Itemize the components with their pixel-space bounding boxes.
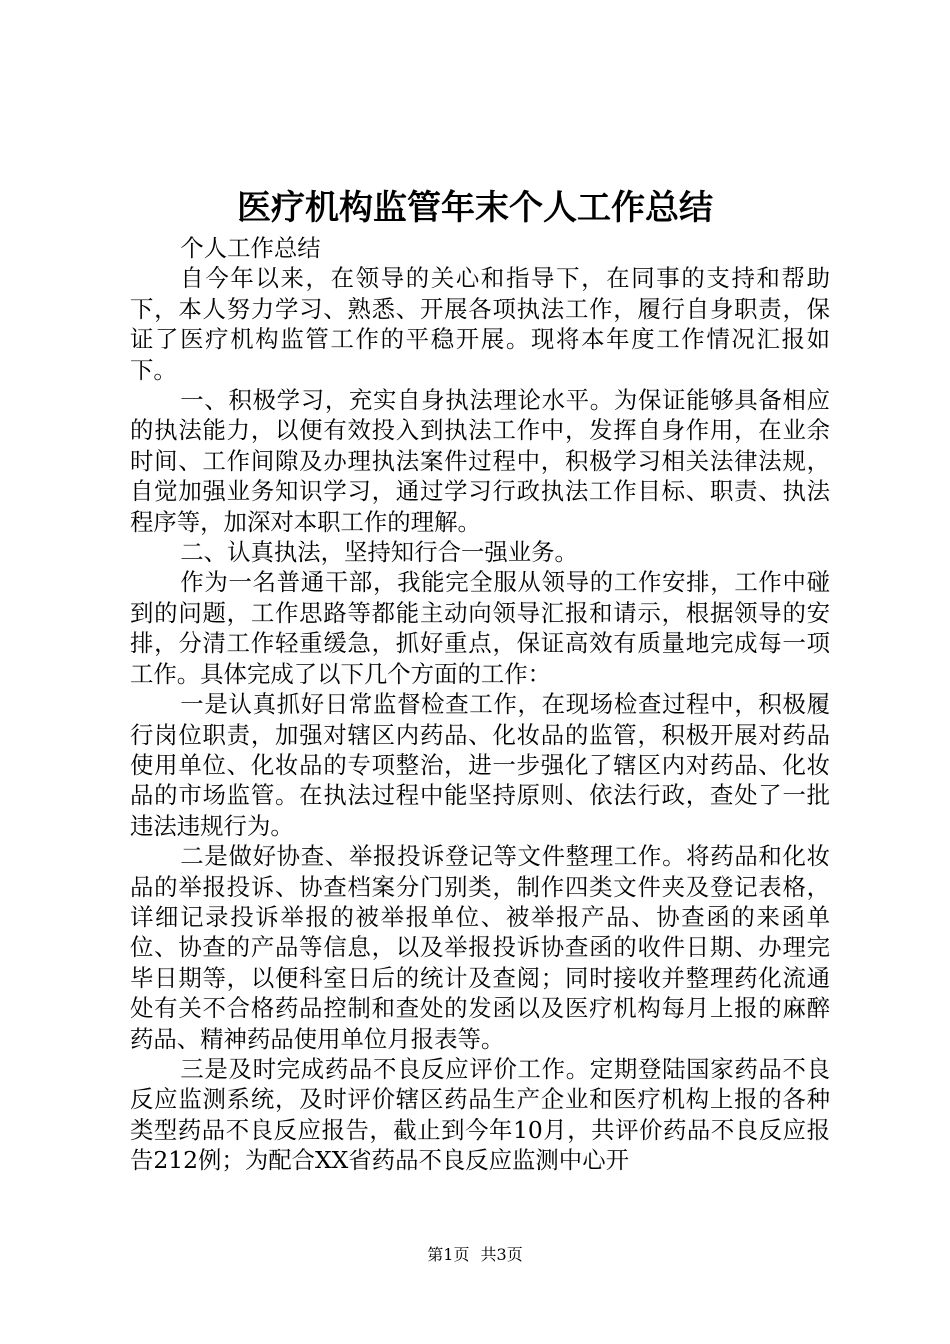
paragraph-item-1: 一是认真抓好日常监督检查工作，在现场检查过程中，积极履行岗位职责，加强对辖区内药品、化妆品的监管，积极开展对药品使用单位、化妆品的专项整治，进一步强化了辖区内对药品、化妆品的市场监管。在执法过程中能坚持原则、依法行政，查处了一批违法违规行为。 — [130, 690, 830, 840]
paragraph-item-3: 三是及时完成药品不良反应评价工作。定期登陆国家药品不良反应监测系统，及时评价辖区药品生产企业和医疗机构上报的各种类型药品不良反应报告，截止到今年10月，共评价药品不良反应报告212例；为配合XX省药品不良反应监测中心开 — [130, 1054, 830, 1175]
paragraph-section-2-body: 作为一名普通干部，我能完全服从领导的工作安排，工作中碰到的问题，工作思路等都能主动向领导汇报和请示，根据领导的安排，分清工作轻重缓急，抓好重点，保证高效有质量地完成每一项工作。具体完成了以下几个方面的工作： — [130, 568, 830, 688]
page-footer — [0, 1244, 950, 1266]
page-total: 共3页 — [480, 1245, 523, 1264]
page-number: 第1页 — [427, 1245, 470, 1264]
paragraph-subtitle: 个人工作总结 — [180, 234, 321, 262]
paragraph-intro: 自今年以来，在领导的关心和指导下，在同事的支持和帮助下，本人努力学习、熟悉、开展各项执法工作，履行自身职责，保证了医疗机构监管工作的平稳开展。现将本年度工作情况汇报如下。 — [130, 264, 830, 384]
paragraph-item-2: 二是做好协查、举报投诉登记等文件整理工作。将药品和化妆品的举报投诉、协查档案分门别类，制作四类文件夹及登记表格，详细记录投诉举报的被举报单位、被举报产品、协查函的来函单位、协查的产品等信息，以及举报投诉协查函的收件日期、办理完毕日期等，以便科室日后的统计及查阅；同时接收并整理药化流通处有关不合格药品控制和查处的发函以及医疗机构每月上报的麻醉药品、精神药品使用单位月报表等。 — [130, 842, 830, 1053]
paragraph-section-1: 一、积极学习，充实自身执法理论水平。为保证能够具备相应的执法能力，以便有效投入到执法工作中，发挥自身作用，在业余时间、工作间隙及办理执法案件过程中，积极学习相关法律法规，自觉加强业务知识学习，通过学习行政执法工作目标、职责、执法程序等，加深对本职工作的理解。 — [130, 386, 830, 536]
document-title: 医疗机构监管年末个人工作总结 — [237, 188, 713, 228]
paragraph-section-2-heading: 二、认真执法，坚持知行合一强业务。 — [180, 538, 578, 567]
document-body — [130, 233, 830, 1176]
